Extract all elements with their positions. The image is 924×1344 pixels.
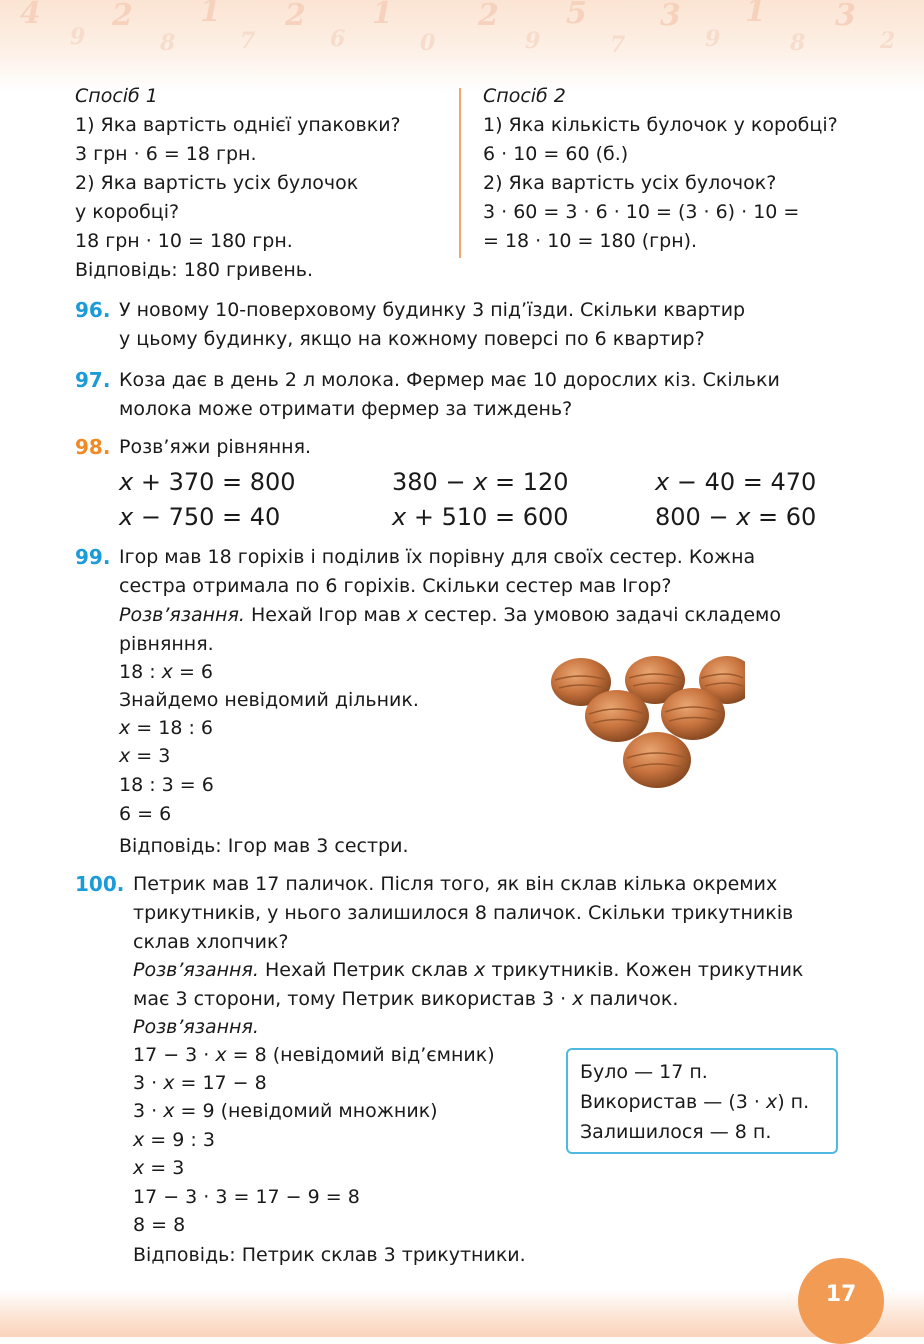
solution-step: Знайдемо невідомий дільник. <box>119 689 419 711</box>
task-97-line: Коза дає в день 2 л молока. Фермер має 10 дорослих кіз. Скільки <box>119 369 780 391</box>
task-100-solution: Розв’язання. Нехай Петрик склав x трикутників. Кожен трикутник <box>133 959 804 981</box>
task-99-solution: Розв’язання. Нехай Ігор мав x сестер. За умовою задачі складемо <box>119 604 782 626</box>
method2-line: 6 · 10 = 60 (б.) <box>483 143 629 165</box>
solution-step: x = 18 : 6 <box>119 717 213 739</box>
task-97-number: 97. <box>75 368 111 392</box>
page-number-badge <box>798 1258 884 1344</box>
box-line: Залишилося — 8 п. <box>580 1121 772 1143</box>
method2-line: 3 · 60 = 3 · 6 · 10 = (3 · 6) · 10 = <box>483 201 800 223</box>
solution-step: 17 − 3 · 3 = 17 − 9 = 8 <box>133 1186 360 1208</box>
solution-step: 17 − 3 · x = 8 (невідомий від’ємник) <box>133 1044 495 1066</box>
task-98-number: 98. <box>75 435 111 459</box>
task-99-number: 99. <box>75 545 111 569</box>
equation: x − 40 = 470 <box>655 468 817 496</box>
solution-step: x = 9 : 3 <box>133 1129 215 1151</box>
equation: x + 370 = 800 <box>119 468 296 496</box>
walnut-icon <box>623 732 691 788</box>
walnut-icon <box>585 690 649 742</box>
task-100-line: Петрик мав 17 паличок. Після того, як він склав кілька окремих <box>133 873 778 895</box>
method1-line: у коробці? <box>75 201 180 223</box>
top-decor-band: 4 9 2 8 1 7 2 6 1 0 2 9 5 7 3 9 1 8 3 2 <box>0 0 924 92</box>
solution-step: x = 3 <box>133 1157 185 1179</box>
bottom-decor-band <box>0 1290 924 1337</box>
method1-line: 1) Яка вартість однієї упаковки? <box>75 114 401 136</box>
equation: 800 − x = 60 <box>655 503 817 531</box>
method1-answer: Відповідь: 180 гривень. <box>75 259 313 281</box>
method1-line: 18 грн · 10 = 180 грн. <box>75 230 293 252</box>
task-96-line: У новому 10-поверховому будинку 3 під’їзди. Скільки квартир <box>119 299 746 321</box>
solution-step: 18 : x = 6 <box>119 661 214 683</box>
task-96-line: у цьому будинку, якщо на кожному поверсі по 6 квартир? <box>119 328 705 350</box>
walnuts-illustration <box>545 650 745 800</box>
page-number: 17 <box>825 1282 857 1307</box>
method2-line: 2) Яка вартість усіх булочок? <box>483 172 777 194</box>
task-97-line: молока може отримати фермер за тиждень? <box>119 398 573 420</box>
methods-divider <box>459 88 461 258</box>
task-96-number: 96. <box>75 298 111 322</box>
equation: 380 − x = 120 <box>392 468 569 496</box>
task-98-text: Розв’яжи рівняння. <box>119 436 312 458</box>
task-100-line: склав хлопчик? <box>133 931 289 953</box>
solution-step: 6 = 6 <box>119 803 172 825</box>
method1-line: 3 грн · 6 = 18 грн. <box>75 143 257 165</box>
solution-step: 3 · x = 9 (невідомий множник) <box>133 1100 438 1122</box>
task-100-solution: має 3 сторони, тому Петрик використав 3 · x паличок. <box>133 988 679 1010</box>
walnut-icon <box>661 688 725 740</box>
condition-box <box>566 1048 838 1154</box>
solution-step: 8 = 8 <box>133 1214 186 1236</box>
box-line: Було — 17 п. <box>580 1061 708 1083</box>
equation: x − 750 = 40 <box>119 503 281 531</box>
equation: x + 510 = 600 <box>392 503 569 531</box>
task-99-line: Ігор мав 18 горіхів і поділив їх порівну для своїх сестер. Кожна <box>119 546 756 568</box>
box-line: Використав — (3 · x) п. <box>580 1091 810 1113</box>
task-99-line: сестра отримала по 6 горіхів. Скільки сестер мав Ігор? <box>119 575 672 597</box>
task-100-answer: Відповідь: Петрик склав 3 трикутники. <box>133 1244 526 1266</box>
solution-step: x = 3 <box>119 745 171 767</box>
method2-line: = 18 · 10 = 180 (грн). <box>483 230 698 252</box>
task-100-line: трикутників, у нього залишилося 8 паличок. Скільки трикутників <box>133 902 794 924</box>
method2-title: Спосіб 2 <box>483 85 566 107</box>
task-99-answer: Відповідь: Ігор мав 3 сестри. <box>119 835 409 857</box>
task-100-solution-label: Розв’язання. <box>133 1016 259 1038</box>
task-100-number: 100. <box>75 872 125 896</box>
method2-line: 1) Яка кількість булочок у коробці? <box>483 114 838 136</box>
method1-title: Спосіб 1 <box>75 85 158 107</box>
solution-step: 3 · x = 17 − 8 <box>133 1072 267 1094</box>
task-99-solution: рівняння. <box>119 633 214 655</box>
solution-step: 18 : 3 = 6 <box>119 774 214 796</box>
method1-line: 2) Яка вартість усіх булочок <box>75 172 359 194</box>
